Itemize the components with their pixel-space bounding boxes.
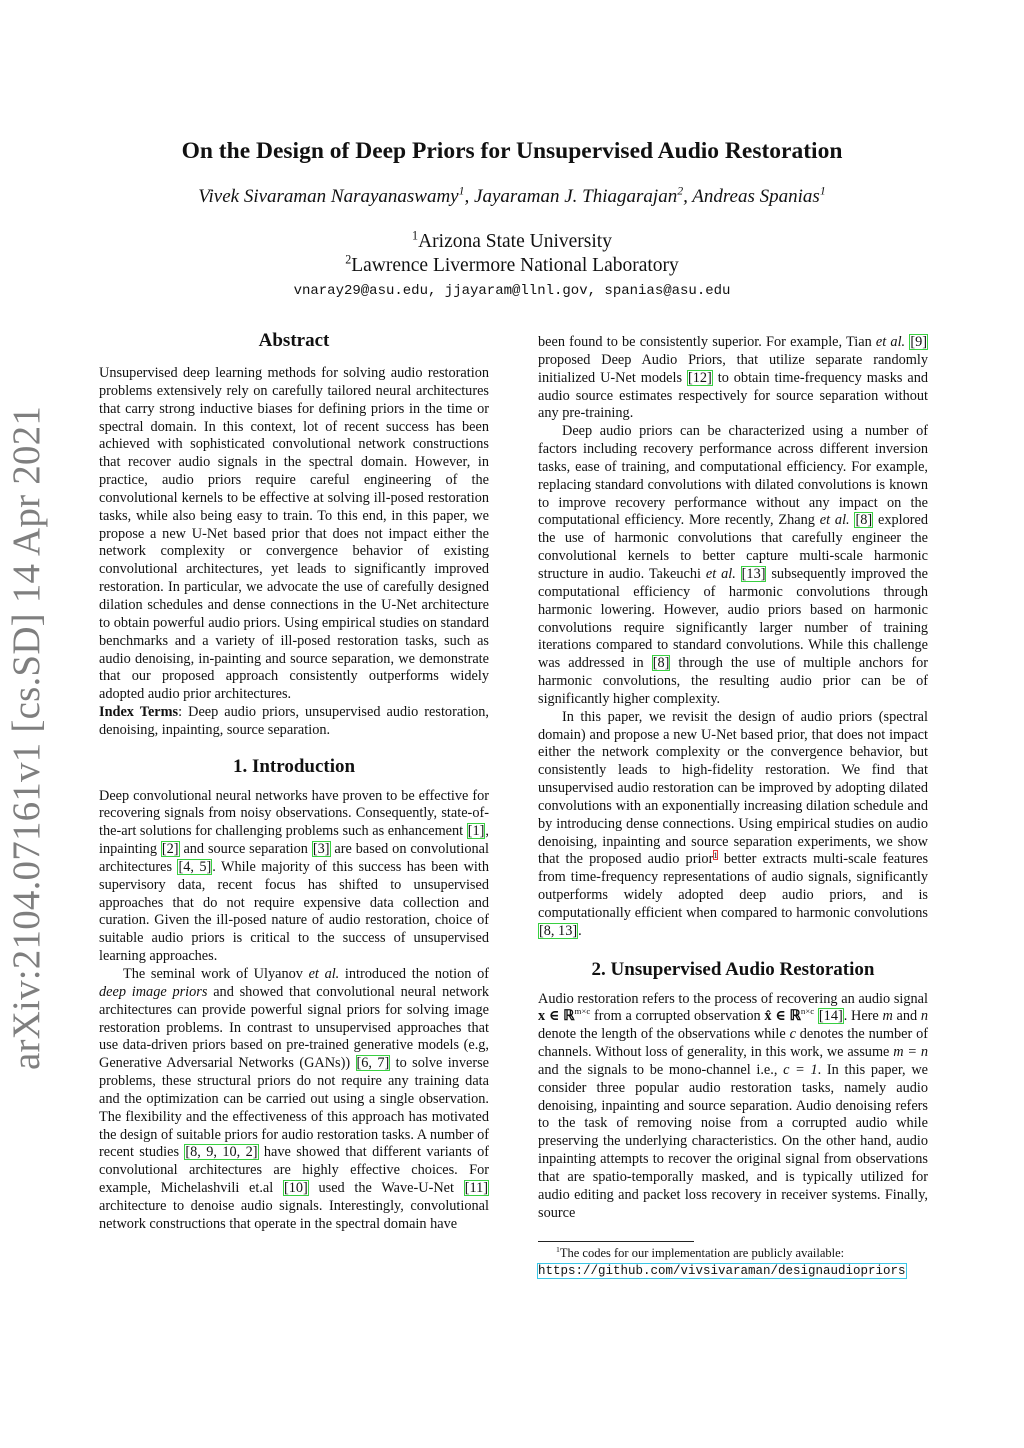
footnote-rule <box>538 1241 694 1242</box>
et-al: et al. <box>705 565 736 582</box>
math: m = n <box>893 1044 928 1061</box>
math: n <box>920 1008 929 1025</box>
math: m×c <box>574 1006 591 1017</box>
text: and the signals to be mono-channel i.e., <box>538 1061 784 1078</box>
section-2-paragraph-1 <box>538 991 928 1223</box>
right-column <box>538 334 928 1223</box>
citation-link[interactable]: [6, 7] <box>356 1055 390 1072</box>
section-2-heading: 2. Unsupervised Audio Restoration <box>591 958 875 980</box>
text <box>736 566 741 582</box>
citation-link[interactable]: [8, 9, 10, 2] <box>185 1144 258 1161</box>
text: better extracts multi-scale features from time-frequency representations of audio signals, significantly outperforms widely adopted deep audio priors, and is computationally efficient when compared to harmonic convolutions <box>538 851 929 921</box>
text: explored the use of harmonic convolutions that carefully engineer the convolutional kernels to better capture multi-scale harmonic structure in audio. Takeuchi <box>538 512 929 582</box>
citation-link[interactable]: [9] <box>910 334 928 350</box>
author-sep: , <box>464 186 475 207</box>
affiliation-1 <box>0 228 1024 253</box>
text: to solve inverse problems, these structural priors do not require any training data and the optimization can be carried out using a single observation. The flexibility and the effectiveness of this approach has motivated the design of suitable priors for audio restoration tasks. A number of recent studies <box>99 1055 490 1161</box>
text: architecture to denoise audio signals. Interestingly, convolutional network constructions that operate in the spectral domain have <box>99 1197 489 1232</box>
abstract-body: Unsupervised deep learning methods for solving audio restoration problems extensively rely on carefully tailored neural architectures that carry strong inductive biases for defining priors in the time or spectral domain. In this context, lot of recent success has been achieved with sophisticated convolutional network constructions that recover audio signals in the spectral domain. However, in practice, audio priors require careful engineering of the convolutional kernels to be effective at solving ill-posed restoration tasks, while also being easy to train. To this end, in this paper, we propose a new U-Net based prior that does not impact either the network complexity or convergence behavior of existing convolutional architectures, yet leads to significantly improved restoration. In particular, we advocate the use of carefully designed dilation schedules and dense connections in the U-Net architecture to obtain powerful audio priors. Using empirical studies on standard benchmarks and a variety of ill-posed restoration tasks, such as audio denoising, in-painting and source separation, we demonstrate that our proposed approach consistently outperforms widely adopted audio prior architectures. <box>99 365 489 703</box>
author-emails: vnaray29@asu.edu, jjayaram@llnl.gov, spanias@asu.edu <box>293 283 731 299</box>
author-3-affil: 1 <box>819 184 826 198</box>
text: and source separation <box>179 841 312 858</box>
citation-link[interactable]: [8, 13] <box>539 922 578 939</box>
et-al: et al. <box>875 334 906 350</box>
citation-link[interactable]: [1] <box>467 823 485 840</box>
author-list <box>0 186 1024 208</box>
footnote-mark: 1 <box>556 1244 560 1254</box>
footnote-link[interactable]: 1 <box>713 849 718 860</box>
intro-paragraph-2 <box>99 966 489 1234</box>
affiliation-2-name: Lawrence Livermore National Laboratory <box>351 255 679 276</box>
text: The seminal work of Ulyanov <box>123 966 309 982</box>
affiliation-2-mark: 2 <box>345 252 352 267</box>
author-3: Andreas Spanias <box>692 186 820 207</box>
text: Audio restoration refers to the process of recovering an audio signal <box>538 990 928 1007</box>
paper-title: On the Design of Deep Priors for Unsupervised Audio Restoration <box>181 138 843 164</box>
citation-link[interactable]: [14] <box>818 1008 843 1025</box>
citation-link[interactable]: [13] <box>741 565 766 582</box>
citation-link[interactable]: [12] <box>687 369 712 386</box>
math: c <box>789 1026 796 1043</box>
et-al: et al. <box>308 966 340 982</box>
citation-link[interactable]: [10] <box>283 1180 308 1197</box>
et-al: et al. <box>819 512 850 529</box>
section-1-heading: 1. Introduction <box>232 755 356 777</box>
text: Deep audio priors can be characterized using a number of factors including recovery performance across different inversion tasks, ease of training, and computational efficiency. For example, replacing standard convolutions with dilated convolutions is known to improve recovery performance without any impact on the computational efficiency. More recently, Zhang <box>538 423 928 529</box>
code-repo-link[interactable]: https://github.com/vivsivaraman/designaudiopriors <box>538 1264 906 1278</box>
emphasis: deep image priors <box>99 983 208 1000</box>
text: through the use of multiple anchors for harmonic convolutions, the resulting audio prior can be of significantly higher complexity. <box>538 655 928 707</box>
author-2-affil: 2 <box>677 184 684 198</box>
citation-link[interactable]: [4, 5] <box>178 858 212 875</box>
text: introduced the notion of <box>339 966 489 982</box>
citation-link[interactable]: [8] <box>855 512 873 529</box>
text: . While majority of this success has been with supervisory data, recent focus has shifted to unsupervised approaches that do not require expensive data collection and curation. Given the ill-posed nature of audio restoration, choice of suitable audio priors is critical to the success of unsupervised learning approaches. <box>99 858 489 965</box>
math: n×c <box>800 1006 815 1017</box>
text: In this paper, we revisit the design of audio priors (spectral domain) and propose a new U-Net based prior, that does not impact either the network complexity or the convergence behavior, but consistently leads to high-fidelity restoration. We find that unsupervised audio restoration can be improved by adopting dilated convolutions with an exponentially increasing dilation schedule and by introducing dense connections. Using empirical studies on audio denoising, inpainting and source separation experiments, we show that the proposed audio prior <box>538 708 928 868</box>
text: to obtain time-frequency masks and audio source estimates respectively for source separation without any pre-training. <box>538 369 929 422</box>
left-column <box>99 365 489 1234</box>
math: x̂ ∈ ℝ <box>764 1008 801 1025</box>
math: c = 1 <box>783 1061 818 1078</box>
affiliation-1-name: Arizona State University <box>418 231 612 252</box>
intro-paragraph-4 <box>538 423 928 709</box>
author-1-affil: 1 <box>458 184 465 198</box>
text: used the Wave-U-Net <box>308 1180 464 1197</box>
intro-paragraph-5 <box>538 709 928 941</box>
text: Deep convolutional neural networks have proven to be effective for recovering signals from noisy observations. Consequently, state-of-the-art solutions for challenging problems such as enhancement <box>99 787 489 840</box>
text: . <box>578 922 582 939</box>
text: , inpainting <box>99 823 489 858</box>
intro-paragraph-1 <box>99 788 489 966</box>
intro-paragraph-3 <box>538 334 928 423</box>
index-terms <box>99 704 489 740</box>
citation-link[interactable]: [11] <box>464 1180 488 1197</box>
math: m <box>882 1008 893 1025</box>
citation-link[interactable]: [8] <box>652 655 670 672</box>
text: . Here <box>843 1008 883 1025</box>
citation-link[interactable]: [3] <box>312 841 330 858</box>
text: have showed that different variants of convolutional architectures are highly effective choices. For example, Michelashvili et.al <box>99 1144 489 1197</box>
footnote-text: The codes for our implementation are publicly available: <box>559 1246 845 1260</box>
author-1: Vivek Sivaraman Narayanaswamy <box>198 186 459 207</box>
author-sep: , <box>683 186 693 207</box>
footnote <box>538 1245 930 1280</box>
text: denote the length of the observations while <box>538 1026 790 1043</box>
text: . In this paper, we consider three popular audio restoration tasks, namely audio denoising, inpainting and source separation. Audio denoising refers to the task of removing noise from a corrupted audio while preserving the underlying characteristics. On the other hand, audio inpainting attempts to recover the original signal from observations that are spatio-temporally masked, and is typically utilized for audio editing and packet loss recovery in receiver systems. Finally, source <box>538 1061 928 1221</box>
author-2: Jayaraman J. Thiagarajan <box>474 186 678 207</box>
index-terms-label: Index Terms <box>99 704 179 721</box>
affiliation-2 <box>0 252 1024 277</box>
text: are based on convolutional architectures <box>99 841 489 875</box>
index-terms-text: : Deep audio priors, unsupervised audio restoration, denoising, inpainting, source separation. <box>99 704 489 738</box>
text: and <box>892 1008 921 1025</box>
citation-link[interactable]: [2] <box>161 841 179 858</box>
arxiv-stamp-text: arXiv:2104.07161v1 [cs.SD] 14 Apr 2021 <box>4 405 48 1071</box>
text: been found to be consistently superior. For example, Tian <box>538 334 876 350</box>
text: denotes the number of channels. Without loss of generality, in this work, we assume <box>538 1026 928 1061</box>
text: proposed Deep Audio Priors, that utilize separate randomly initialized U-Net models <box>538 351 928 386</box>
text: from a corrupted observation <box>590 1008 765 1025</box>
affiliation-1-mark: 1 <box>412 228 419 243</box>
text: and showed that convolutional neural network architectures can provide powerful signal priors for solving image restoration problems. In contrast to unsupervised approaches that use data-driven priors based on pre-trained generative models (e.g, Generative Adversarial Networks (GANs)) <box>99 983 489 1072</box>
text: subsequently improved the computational efficiency of harmonic convolutions through harmonic lowering. However, audio priors based on harmonic convolutions require significantly larger number of training iterations compared to standard convolutions. While this challenge was addressed in <box>538 565 929 672</box>
abstract-heading: Abstract <box>258 330 330 351</box>
math: x ∈ ℝ <box>538 1008 575 1025</box>
